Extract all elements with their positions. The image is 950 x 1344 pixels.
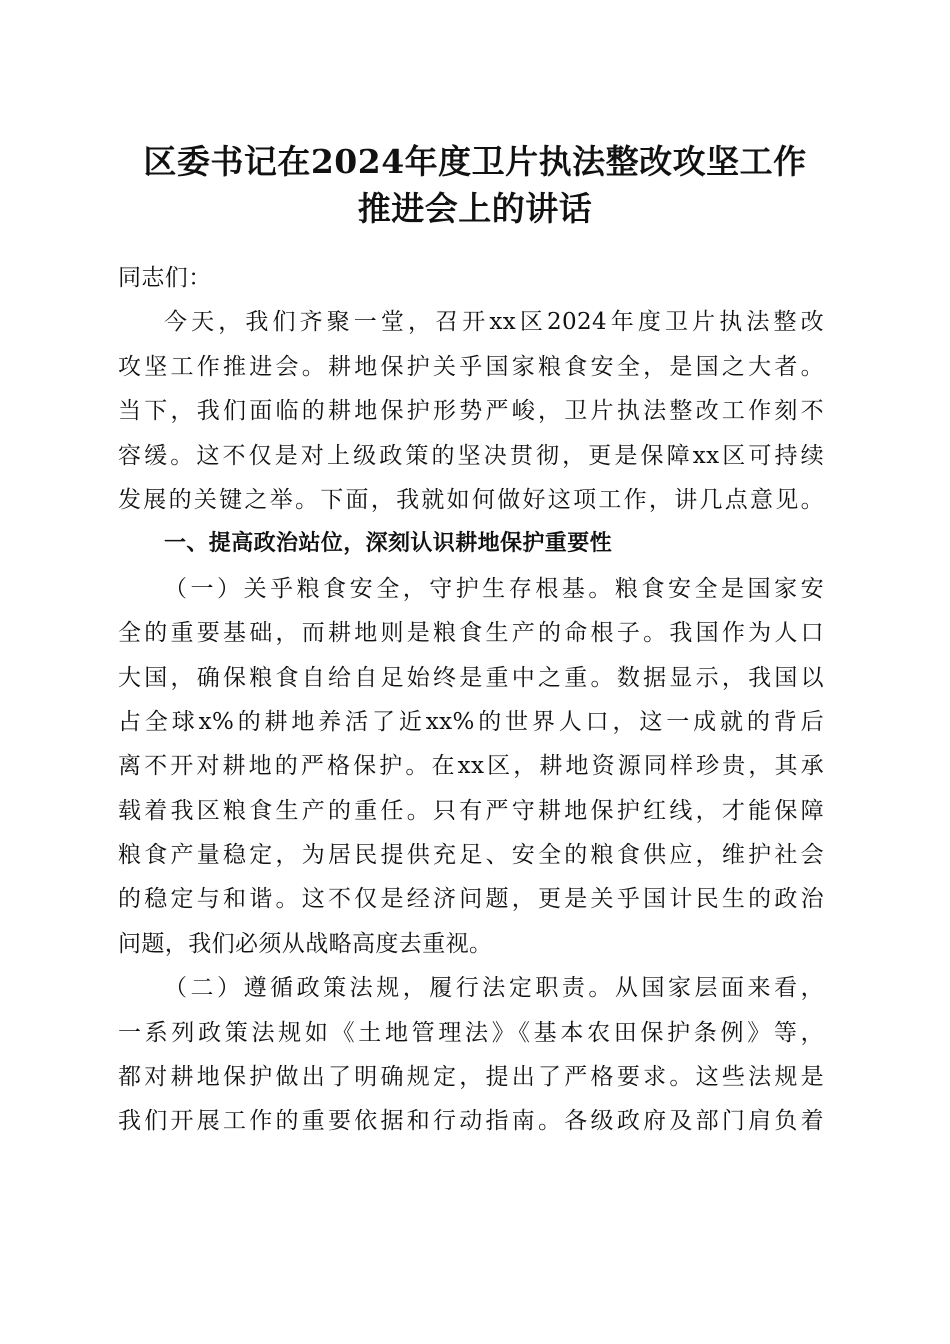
title-line-1: 区委书记在2024年度卫片执法整改攻坚工作 [143,142,807,181]
body-line: 容缓。这不仅是对上级政策的坚决贯彻，更是保障xx区可持续 [118,442,824,469]
body-line: 问题，我们必须从战略高度去重视。 [118,930,493,957]
section-heading-1: 一、提高政治站位，深刻认识耕地保护重要性 [164,531,613,557]
body-line: 攻坚工作推进会。耕地保护关乎国家粮食安全，是国之大者。 [118,353,824,380]
body-line: （一）关乎粮食安全，守护生存根基。粮食安全是国家安 [164,575,824,602]
body-line: 我们开展工作的重要依据和行动指南。各级政府及部门肩负着 [118,1108,824,1135]
body-line: 粮食产量稳定，为居民提供充足、安全的粮食供应，维护社会 [118,842,824,869]
body-line: （二）遵循政策法规，履行法定职责。从国家层面来看， [164,975,824,1002]
document-title [118,138,832,232]
title-line-2: 推进会上的讲话 [357,189,593,228]
body-line: 全的重要基础，而耕地则是粮食生产的命根子。我国作为人口 [118,620,824,647]
body-line: 一系列政策法规如《土地管理法》《基本农田保护条例》等， [118,1019,824,1046]
body-line: 的稳定与和谐。这不仅是经济问题，更是关乎国计民生的政治 [118,886,824,913]
document-body [118,256,824,1144]
body-line: 占全球x%的耕地养活了近xx%的世界人口，这一成就的背后 [118,708,824,735]
body-line: 都对耕地保护做出了明确规定，提出了严格要求。这些法规是 [118,1064,824,1091]
body-line: 载着我区粮食生产的重任。只有严守耕地保护红线，才能保障 [118,797,824,824]
body-line: 当下，我们面临的耕地保护形势严峻，卫片执法整改工作刻不 [118,398,824,425]
salutation: 同志们： [118,265,212,291]
body-line: 今天，我们齐聚一堂，召开xx区2024年度卫片执法整改 [164,309,824,336]
body-line: 大国，确保粮食自给自足始终是重中之重。数据显示，我国以 [118,664,824,691]
body-line: 发展的关键之举。下面，我就如何做好这项工作，讲几点意见。 [118,486,824,513]
body-line: 离不开对耕地的严格保护。在xx区，耕地资源同样珍贵，其承 [118,753,824,780]
